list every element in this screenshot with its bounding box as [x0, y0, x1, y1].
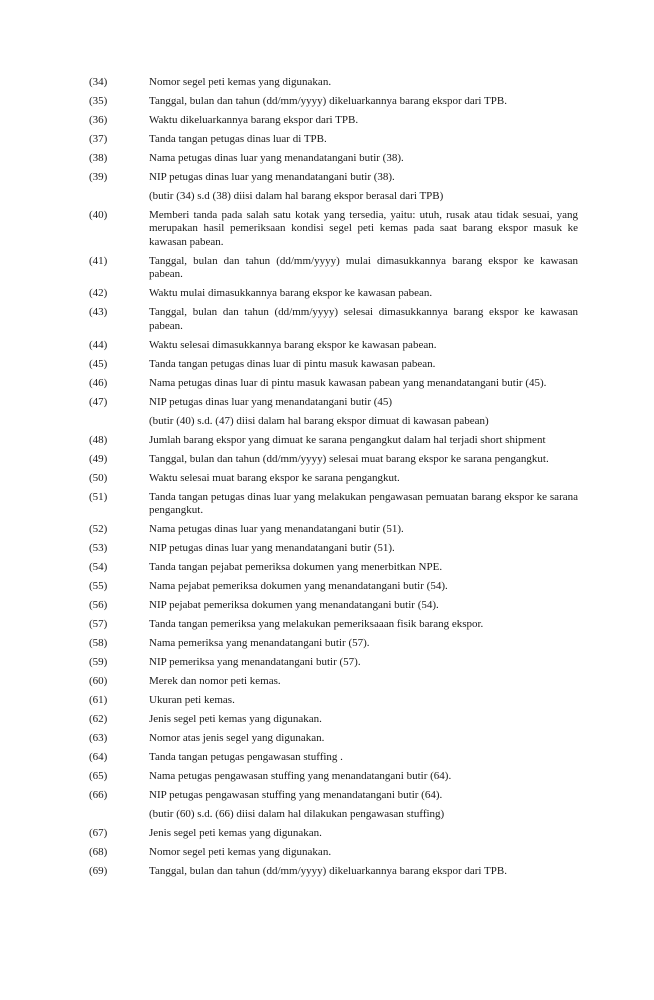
item-text: (butir (34) s.d (38) diisi dalam hal barang ekspor berasal dari TPB)	[149, 190, 444, 202]
item-text: Tanggal, bulan dan tahun (dd/mm/yyyy) selesai dimasukkannya barang ekspor ke kawasan pabean.	[149, 306, 578, 332]
item-number: (35)	[89, 95, 108, 107]
item-text: Nama petugas pengawasan stuffing yang menandatangani butir (64).	[149, 770, 452, 783]
list-item	[89, 865, 578, 878]
list-item	[89, 751, 578, 764]
item-number: (68)	[89, 846, 108, 859]
item-text: (butir (60) s.d. (66) diisi dalam hal dilakukan pengawasan stuffing)	[149, 808, 445, 821]
list-item	[89, 618, 578, 631]
list-item	[89, 846, 578, 859]
list-item	[89, 561, 578, 574]
item-text: Tanggal, bulan dan tahun (dd/mm/yyyy) mulai dimasukkannya barang ekspor ke kawasan pabean.	[149, 254, 578, 281]
list-item	[89, 827, 578, 840]
item-number: (49)	[89, 452, 108, 465]
item-text: Ukuran peti kemas.	[149, 694, 235, 707]
item-text: Tanggal, bulan dan tahun (dd/mm/yyyy) dikeluarkannya barang ekspor dari TPB.	[149, 865, 507, 878]
item-text: Tanda tangan pemeriksa yang melakukan pemeriksaaan fisik barang ekspor.	[149, 618, 484, 631]
item-text: Merek dan nomor peti kemas.	[149, 675, 281, 688]
item-number: (54)	[89, 561, 108, 574]
item-number: (53)	[89, 542, 108, 555]
item-text: Memberi tanda pada salah satu kotak yang tersedia, yaitu: utuh, rusak atau tidak sesuai, yang merupakan hasil pemeriksaan kondisi segel peti kemas pada saat barang ekspor masuk ke kawasan pabean.	[149, 209, 578, 248]
list-item	[89, 171, 578, 184]
item-number: (59)	[89, 656, 108, 669]
item-text: Nomor segel peti kemas yang digunakan.	[149, 846, 332, 859]
list-item	[89, 656, 578, 669]
item-text: Nama pejabat pemeriksa dokumen yang menandatangani butir (54).	[149, 580, 448, 593]
list-item	[89, 580, 578, 593]
item-number: (60)	[89, 675, 108, 688]
item-text: (butir (40) s.d. (47) diisi dalam hal barang ekspor dimuat di kawasan pabean)	[149, 414, 489, 427]
item-number: (61)	[89, 694, 108, 707]
list-item	[89, 434, 578, 447]
item-number: (52)	[89, 523, 108, 536]
item-number	[89, 415, 149, 428]
item-number: (51)	[89, 490, 108, 503]
item-text: NIP pemeriksa yang menandatangani butir (57).	[149, 656, 361, 669]
item-text: NIP petugas dinas luar yang menandatangani butir (38).	[149, 171, 395, 183]
list-item	[89, 599, 578, 612]
list-item	[89, 491, 578, 518]
item-number: (64)	[89, 751, 108, 764]
list-item	[89, 453, 578, 466]
item-number: (47)	[89, 395, 108, 408]
list-item	[89, 152, 578, 165]
item-number: (38)	[89, 152, 108, 164]
item-number: (44)	[89, 338, 108, 351]
item-number: (37)	[89, 133, 108, 145]
item-number: (36)	[89, 114, 108, 126]
section-note	[89, 190, 578, 203]
section-note	[89, 415, 578, 428]
list-item	[89, 396, 578, 409]
section-note	[89, 808, 578, 821]
item-number	[89, 808, 149, 821]
item-text: Tanda tangan petugas dinas luar di pintu masuk kawasan pabean.	[149, 357, 436, 370]
item-number: (42)	[89, 287, 108, 300]
item-number: (57)	[89, 618, 108, 631]
item-text: Jenis segel peti kemas yang digunakan.	[149, 713, 322, 726]
list-item	[89, 694, 578, 707]
item-text: Nama petugas dinas luar yang menandatangani butir (51).	[149, 523, 404, 536]
item-text: Tanggal, bulan dan tahun (dd/mm/yyyy) dikeluarkannya barang ekspor dari TPB.	[149, 95, 507, 107]
list-item	[89, 287, 578, 300]
item-text: NIP pejabat pemeriksa dokumen yang menandatangani butir (54).	[149, 599, 439, 612]
list-item	[89, 209, 578, 249]
item-number: (40)	[89, 209, 108, 221]
list-item	[89, 255, 578, 282]
item-number: (58)	[89, 637, 108, 650]
item-number: (45)	[89, 357, 108, 370]
list-item	[89, 114, 578, 127]
item-text: NIP petugas dinas luar yang menandatangani butir (51).	[149, 542, 395, 555]
list-item	[89, 377, 578, 390]
item-text: Tanda tangan petugas dinas luar di TPB.	[149, 133, 327, 145]
item-text: Jenis segel peti kemas yang digunakan.	[149, 827, 322, 840]
item-number: (66)	[89, 789, 108, 802]
list-item	[89, 133, 578, 146]
list-item	[89, 713, 578, 726]
item-text: NIP petugas dinas luar yang menandatangani butir (45)	[149, 395, 393, 408]
list-item	[89, 95, 578, 108]
item-text: Jumlah barang ekspor yang dimuat ke sarana pengangkut dalam hal terjadi short shipment	[149, 433, 546, 446]
item-text: Waktu dikeluarkannya barang ekspor dari TPB.	[149, 114, 359, 126]
list-item	[89, 523, 578, 536]
list-item	[89, 675, 578, 688]
item-text: Tanda tangan petugas dinas luar yang melakukan pengawasan pemuatan barang ekspor ke sarana pengangkut.	[149, 490, 578, 517]
item-text: Tanda tangan petugas pengawasan stuffing .	[149, 751, 343, 764]
document-page	[89, 76, 578, 884]
item-text: Nama petugas dinas luar di pintu masuk kawasan pabean yang menandatangani butir (45).	[149, 376, 547, 389]
list-item	[89, 472, 578, 485]
item-number: (62)	[89, 713, 108, 726]
item-text: Waktu selesai dimasukkannya barang ekspor ke kawasan pabean.	[149, 338, 437, 351]
item-text: NIP petugas pengawasan stuffing yang menandatangani butir (64).	[149, 789, 443, 802]
list-item	[89, 542, 578, 555]
item-number: (41)	[89, 254, 108, 267]
item-number: (63)	[89, 732, 108, 745]
item-text: Waktu selesai muat barang ekspor ke sarana pengangkut.	[149, 471, 400, 484]
item-number: (50)	[89, 471, 108, 484]
list-item	[89, 306, 578, 333]
list-item	[89, 770, 578, 783]
item-text: Nomor segel peti kemas yang digunakan.	[149, 76, 332, 88]
item-text: Tanda tangan pejabat pemeriksa dokumen yang menerbitkan NPE.	[149, 561, 443, 574]
item-number: (48)	[89, 433, 108, 446]
list-item	[89, 732, 578, 745]
item-number	[89, 190, 149, 203]
list-item	[89, 637, 578, 650]
list-item	[89, 76, 578, 89]
item-number: (65)	[89, 770, 108, 783]
item-text: Nama pemeriksa yang menandatangani butir (57).	[149, 637, 370, 650]
item-text: Tanggal, bulan dan tahun (dd/mm/yyyy) selesai muat barang ekspor ke sarana pengangkut.	[149, 452, 549, 465]
item-number: (34)	[89, 76, 108, 88]
item-number: (43)	[89, 306, 108, 319]
list-item	[89, 789, 578, 802]
item-number: (55)	[89, 580, 108, 593]
item-number: (46)	[89, 376, 108, 389]
item-text: Waktu mulai dimasukkannya barang ekspor ke kawasan pabean.	[149, 287, 433, 300]
item-number: (39)	[89, 171, 108, 183]
list-item	[89, 358, 578, 371]
item-text: Nama petugas dinas luar yang menandatangani butir (38).	[149, 152, 404, 164]
list-item	[89, 339, 578, 352]
item-number: (56)	[89, 599, 108, 612]
item-text: Nomor atas jenis segel yang digunakan.	[149, 732, 325, 745]
item-number: (69)	[89, 865, 108, 878]
item-number: (67)	[89, 827, 108, 840]
